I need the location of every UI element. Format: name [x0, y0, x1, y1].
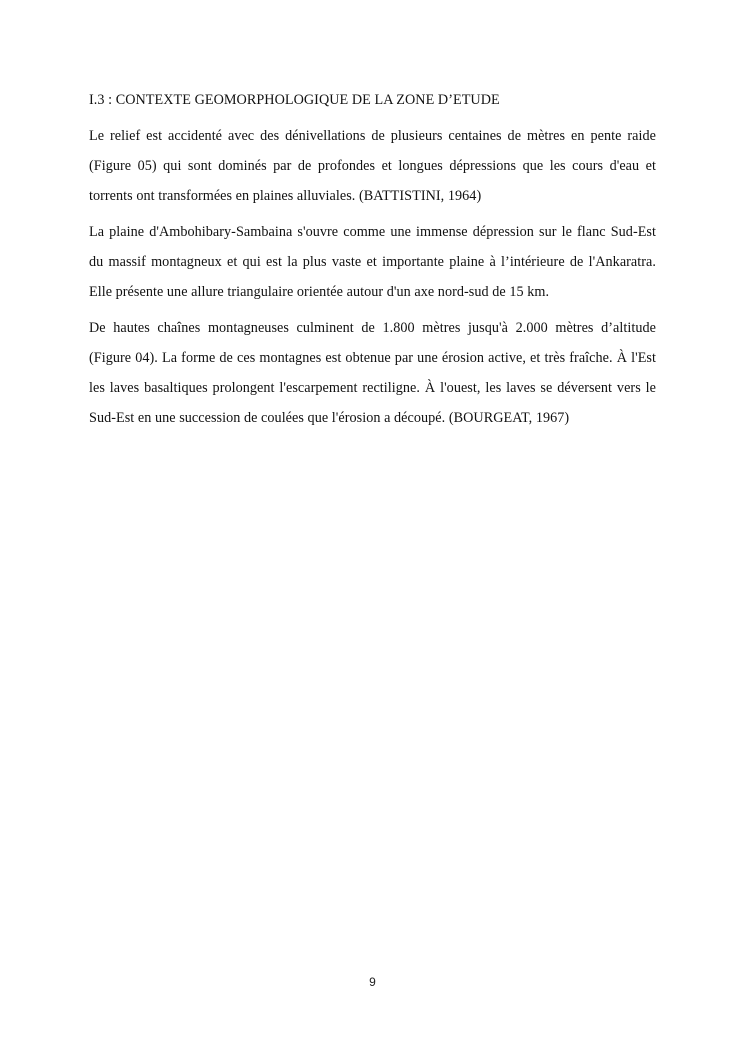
paragraph-montagnes: De hautes chaînes montagneuses culminent de 1.800 mètres jusqu'à 2.000 mètres d’altitude (Figure 04). La forme de ces montagnes est obtenue par une érosion active, et très fraîche. À l'Est les laves basaltiques prolongent l'escarpement rectiligne. À l'ouest, les laves se déversent vers le Sud-Est en une succession de coulées que l'érosion a découpé. (BOURGEAT, 1967): [89, 320, 656, 426]
section-heading: I.3 : CONTEXTE GEOMORPHOLOGIQUE DE LA ZONE D’ETUDE: [89, 92, 500, 108]
page-number: 9: [369, 975, 376, 989]
paragraph-plaine: La plaine d'Ambohibary-Sambaina s'ouvre comme une immense dépression sur le flanc Sud-Est du massif montagneux et qui est la plus vaste et importante plaine à l’intérieure de l'Ankaratra. Elle présente une allure triangulaire orientée autour d'un axe nord-sud de 15 km.: [89, 224, 656, 300]
section-body: [89, 88, 656, 439]
paragraph-relief: Le relief est accidenté avec des dénivellations de plusieurs centaines de mètres en pente raide (Figure 05) qui sont dominés par de profondes et longues dépressions que les cours d'eau et torrents ont transformées en plaines alluviales. (BATTISTINI, 1964): [89, 128, 656, 204]
